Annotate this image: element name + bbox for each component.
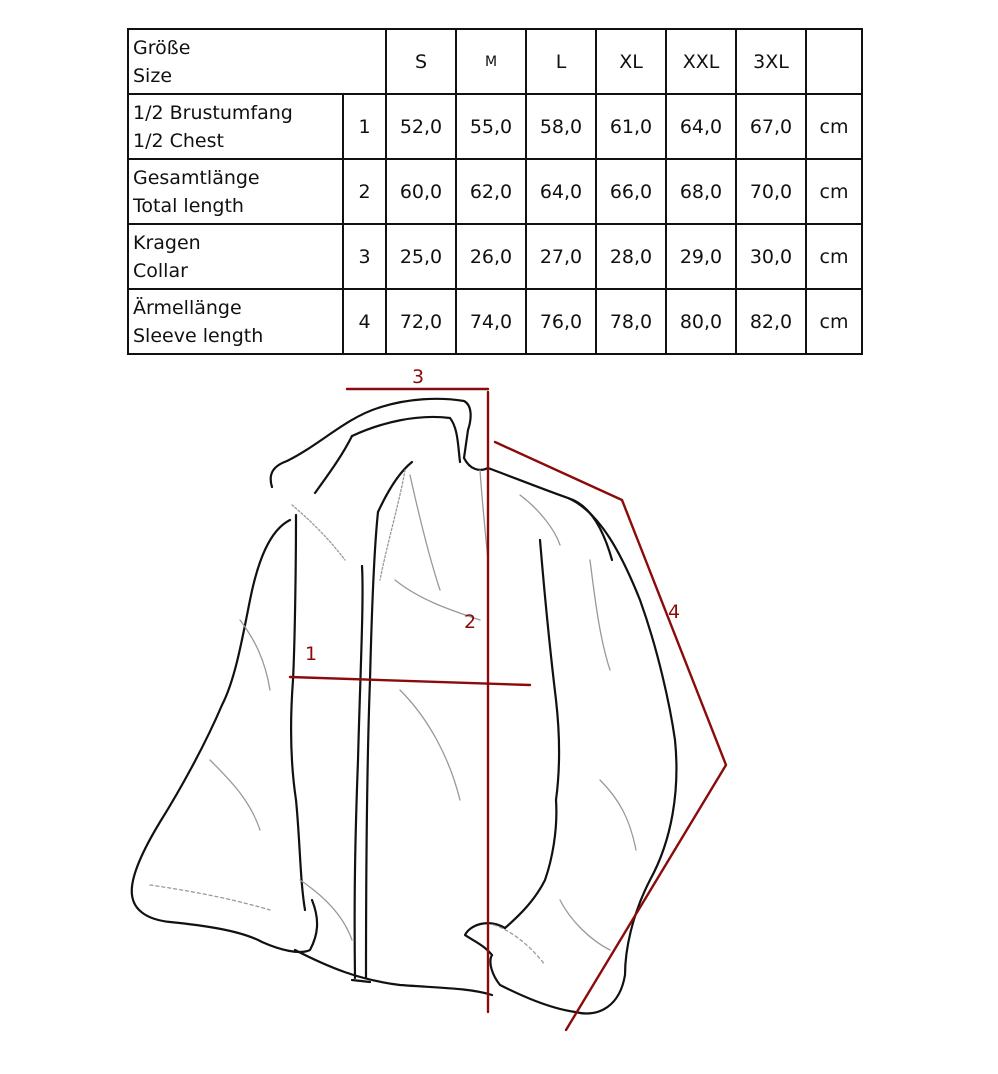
- size-m: M: [456, 29, 526, 94]
- value-cell: 68,0: [666, 159, 736, 224]
- value-cell: 52,0: [386, 94, 456, 159]
- size-header-row: [128, 29, 862, 94]
- size-l: L: [526, 29, 596, 94]
- value-cell: 27,0: [526, 224, 596, 289]
- row-label: [128, 289, 343, 354]
- value-cell: 30,0: [736, 224, 806, 289]
- unit-cell: cm: [806, 224, 862, 289]
- row-label-de: Gesamtlänge: [133, 166, 260, 189]
- value-cell: 80,0: [666, 289, 736, 354]
- jacket-folds: [210, 470, 636, 950]
- unit-cell: cm: [806, 159, 862, 224]
- value-cell: 66,0: [596, 159, 666, 224]
- value-cell: 72,0: [386, 289, 456, 354]
- chest-label: 1: [305, 643, 318, 665]
- jacket-outline: [132, 399, 677, 1014]
- size-3xl: 3XL: [736, 29, 806, 94]
- row-number: 1: [343, 94, 386, 159]
- value-cell: 64,0: [666, 94, 736, 159]
- value-cell: 28,0: [596, 224, 666, 289]
- value-cell: 64,0: [526, 159, 596, 224]
- row-label-en: Sleeve length: [133, 324, 264, 347]
- row-label-en: Total length: [133, 194, 244, 217]
- value-cell: 74,0: [456, 289, 526, 354]
- value-cell: 76,0: [526, 289, 596, 354]
- value-cell: 60,0: [386, 159, 456, 224]
- size-label-en: Size: [133, 64, 173, 87]
- value-cell: 29,0: [666, 224, 736, 289]
- value-cell: 58,0: [526, 94, 596, 159]
- value-cell: 70,0: [736, 159, 806, 224]
- table-row: [128, 289, 862, 354]
- value-cell: 61,0: [596, 94, 666, 159]
- sleeve-label: 4: [668, 601, 681, 623]
- row-label-de: Ärmellänge: [133, 296, 242, 319]
- row-label-de: Kragen: [133, 231, 201, 254]
- table-row: [128, 159, 862, 224]
- collar-label: 3: [412, 366, 425, 388]
- size-xxl: XXL: [666, 29, 736, 94]
- value-cell: 78,0: [596, 289, 666, 354]
- value-cell: 67,0: [736, 94, 806, 159]
- value-cell: 62,0: [456, 159, 526, 224]
- row-number: 2: [343, 159, 386, 224]
- value-cell: 26,0: [456, 224, 526, 289]
- chest-measure-line: [290, 677, 530, 685]
- value-cell: 55,0: [456, 94, 526, 159]
- size-xl: XL: [596, 29, 666, 94]
- unit-header-empty: [806, 29, 862, 94]
- value-cell: 82,0: [736, 289, 806, 354]
- row-label: [128, 224, 343, 289]
- size-table: [127, 28, 863, 355]
- size-label-de: Größe: [133, 36, 191, 59]
- row-number: 4: [343, 289, 386, 354]
- unit-cell: cm: [806, 94, 862, 159]
- row-number: 3: [343, 224, 386, 289]
- jacket-diagram: [0, 355, 998, 1074]
- sleeve-measure-line: [495, 442, 726, 1030]
- size-s: S: [386, 29, 456, 94]
- table-row: [128, 224, 862, 289]
- size-header-label: [128, 29, 386, 94]
- length-label: 2: [464, 611, 477, 633]
- row-label: [128, 159, 343, 224]
- row-label: [128, 94, 343, 159]
- value-cell: 25,0: [386, 224, 456, 289]
- row-label-de: 1/2 Brustumfang: [133, 101, 293, 124]
- table-row: [128, 94, 862, 159]
- row-label-en: Collar: [133, 259, 188, 282]
- unit-cell: cm: [806, 289, 862, 354]
- row-label-en: 1/2 Chest: [133, 129, 224, 152]
